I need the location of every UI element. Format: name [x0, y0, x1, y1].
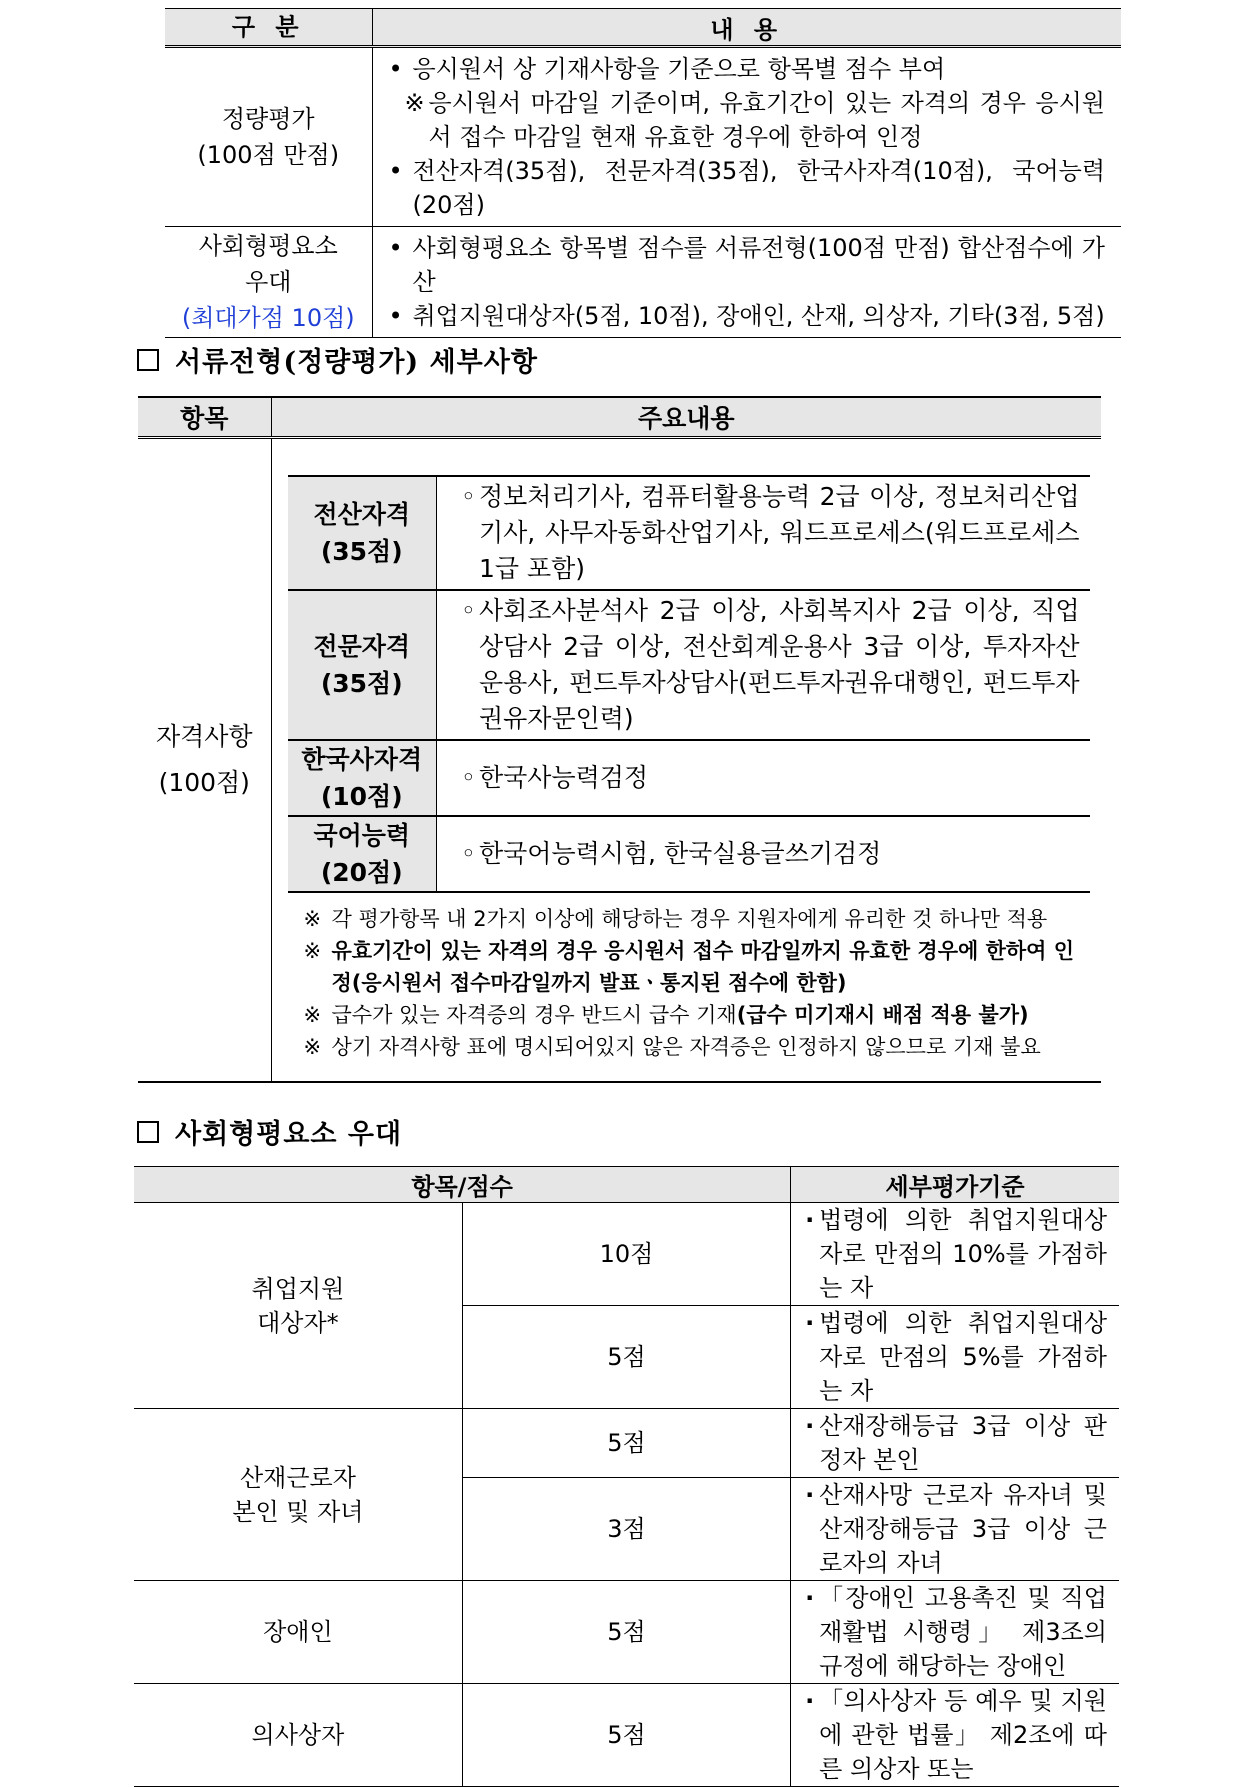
row-label: 사회형평요소 우대 (최대가점 10점) [165, 227, 372, 338]
criteria-cell: · 산재사망 근로자 유자녀 및 산재장해등급 3급 이상 근로자의 자녀 [791, 1478, 1119, 1581]
table-row [134, 1203, 1119, 1306]
table-row [134, 1581, 1119, 1684]
checkbox-square-icon [137, 349, 159, 371]
criteria-cell: · 법령에 의한 취업지원대상자로 만점의 5%를 가점하는 자 [791, 1306, 1119, 1409]
table-row [134, 1409, 1119, 1478]
note-item: ※ 각 평가항목 내 2가지 이상에 해당하는 경우 지원자에게 유리한 것 하나만 적용 [303, 906, 1048, 931]
row-label: 자격사항 (100점) [138, 437, 271, 1082]
score-cell: 10점 [462, 1203, 790, 1306]
table-row [288, 816, 1090, 892]
criteria-cell: · 산재장해등급 3급 이상 판정자 본인 [791, 1409, 1119, 1478]
row-content [271, 437, 1101, 1082]
row-content [372, 47, 1121, 227]
criteria-cell: · 「의사상자 등 예우 및 지원에 관한 법률」 제2조에 따른 의상자 또는 [791, 1684, 1119, 1787]
qualification-details-table [138, 396, 1101, 1083]
note-item: ※ 유효기간이 있는 자격의 경우 응시원서 접수 마감일까지 유효한 경우에 한하여 인정(응시원서 접수마감일까지 발표ㆍ통지된 점수에 한함) [303, 938, 1075, 995]
row-label: 취업지원 대상자* [134, 1203, 462, 1409]
score-cell: 3점 [462, 1478, 790, 1581]
header-content: 내 용 [372, 9, 1121, 47]
item-name: 국어능력 (20점) [288, 816, 437, 892]
bullet-item: • 취업지원대상자(5점, 10점), 장애인, 산재, 의상자, 기타(3점, 5점) [387, 299, 1106, 333]
notes-block [288, 903, 1090, 1063]
row-label: 의사상자 [134, 1684, 462, 1787]
item-content: ◦ 정보처리기사, 컴퓨터활용능력 2급 이상, 정보처리산업기사, 사무자동화산업기사, 워드프로세스(워드프로세스 1급 포함) [437, 476, 1090, 590]
row-label: 정량평가 (100점 만점) [165, 47, 372, 227]
table-header-row [138, 397, 1101, 437]
table-row [138, 437, 1101, 1082]
header-item: 항목 [138, 397, 271, 437]
table-row [288, 590, 1090, 740]
table-row [134, 1684, 1119, 1787]
item-name: 전문자격 (35점) [288, 590, 437, 740]
item-content: ◦ 한국어능력시험, 한국실용글쓰기검정 [437, 816, 1090, 892]
table-row [165, 47, 1121, 227]
table-row [165, 227, 1121, 338]
score-cell: 5점 [462, 1409, 790, 1478]
item-name: 전산자격 (35점) [288, 476, 437, 590]
item-name: 한국사자격 (10점) [288, 740, 437, 816]
social-equity-table [134, 1166, 1119, 1787]
section-heading-document-details: 서류전형(정량평가) 세부사항 [137, 340, 538, 379]
bullet-item: • 전산자격(35점), 전문자격(35점), 한국사자격(10점), 국어능력(20점) [387, 154, 1106, 222]
note-item: ※ 응시원서 마감일 기준이며, 유효기간이 있는 자격의 경우 응시원서 접수 마감일 현재 유효한 경우에 한하여 인정 [404, 89, 1105, 151]
note-item: ※ 상기 자격사항 표에 명시되어있지 않은 자격증은 인정하지 않으므로 기재 불요 [303, 1034, 1041, 1059]
row-content [372, 227, 1121, 338]
qualification-items-table [288, 475, 1090, 893]
criteria-cell: · 법령에 의한 취업지원대상자로 만점의 10%를 가점하는 자 [791, 1203, 1119, 1306]
row-label: 산재근로자 본인 및 자녀 [134, 1409, 462, 1581]
header-category: 구 분 [165, 9, 372, 47]
table-header-row [165, 9, 1121, 47]
row-label: 장애인 [134, 1581, 462, 1684]
evaluation-summary-table [165, 8, 1121, 338]
item-content: ◦ 사회조사분석사 2급 이상, 사회복지사 2급 이상, 직업상담사 2급 이상, 전산회계운용사 3급 이상, 투자자산운용사, 펀드투자상담사(펀드투자권유대행인, 펀드투자권유자문인력) [437, 590, 1090, 740]
criteria-cell: · 「장애인 고용촉진 및 직업재활법 시행령」 제3조의 규정에 해당하는 장애인 [791, 1581, 1119, 1684]
table-header-row [134, 1167, 1119, 1203]
bullet-item: • 응시원서 상 기재사항을 기준으로 항목별 점수 부여 [387, 52, 1106, 86]
table-row [288, 476, 1090, 590]
item-content: ◦ 한국사능력검정 [437, 740, 1090, 816]
header-criteria: 세부평가기준 [791, 1167, 1119, 1203]
bullet-item: • 사회형평요소 항목별 점수를 서류전형(100점 만점) 합산점수에 가산 [387, 231, 1106, 299]
checkbox-square-icon [137, 1121, 159, 1143]
score-cell: 5점 [462, 1684, 790, 1787]
header-main-content: 주요내용 [271, 397, 1101, 437]
header-item-score: 항목/점수 [134, 1167, 791, 1203]
note-item: ※ 급수가 있는 자격증의 경우 반드시 급수 기재(급수 미기재시 배점 적용 불가) [303, 1002, 1029, 1027]
score-cell: 5점 [462, 1306, 790, 1409]
section-heading-social-equity: 사회형평요소 우대 [137, 1112, 402, 1151]
score-cell: 5점 [462, 1581, 790, 1684]
max-bonus-label: (최대가점 10점) [181, 304, 355, 332]
table-row [288, 740, 1090, 816]
